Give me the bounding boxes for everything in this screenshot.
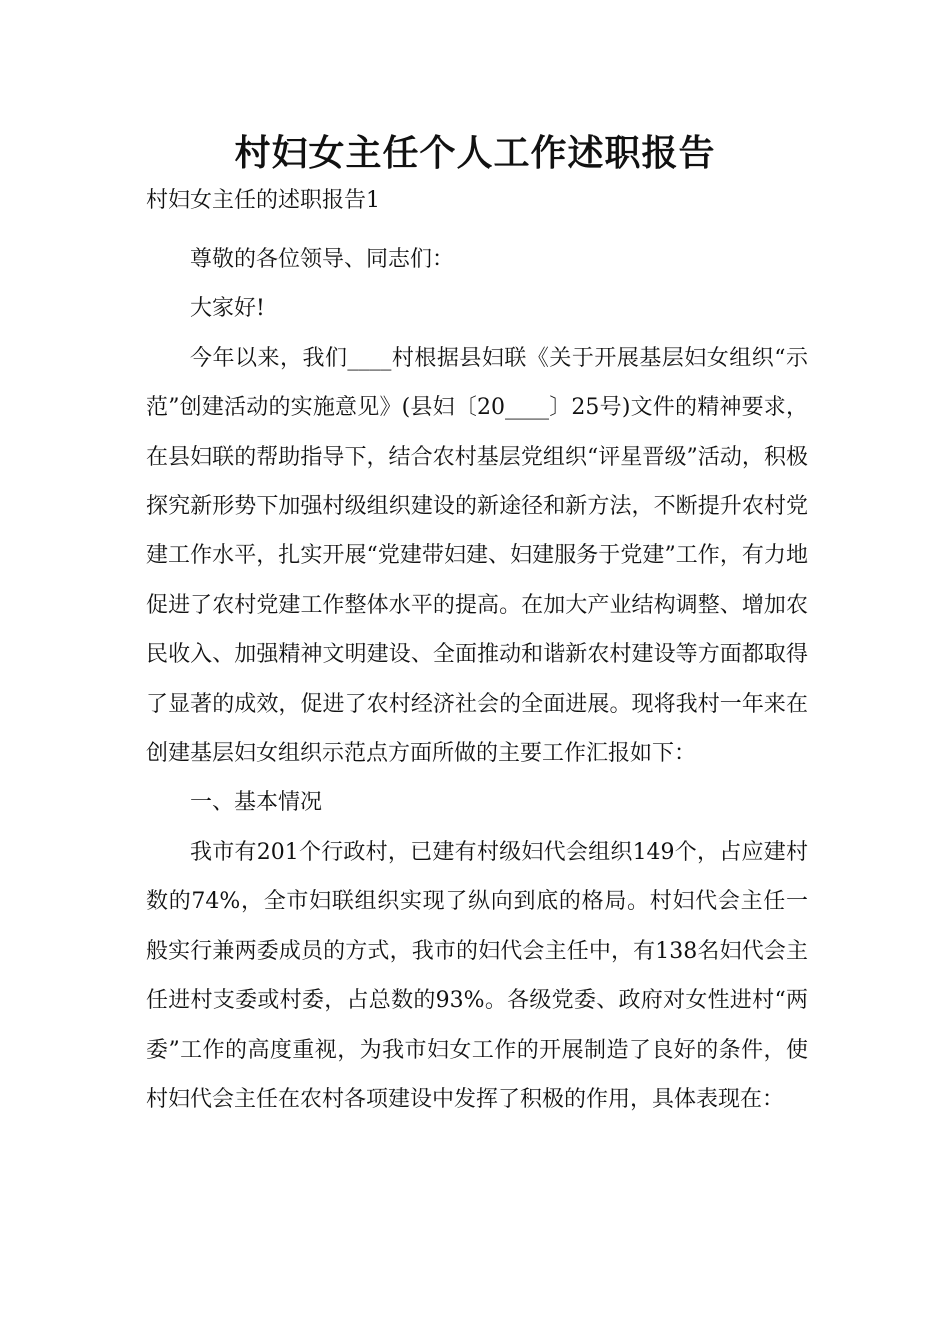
greeting-paragraph: 大家好! xyxy=(190,296,265,322)
section-heading: 一、基本情况 xyxy=(190,790,323,816)
document-title: 村妇女主任个人工作述职报告 xyxy=(234,133,716,174)
document-body xyxy=(146,235,808,1124)
situation-paragraph: 我市有201个行政村，已建有村级妇代会组织149个，占应建村数的74%，全市妇联组织实现了纵向到底的格局。村妇代会主任一般实行兼两委成员的方式，我市的妇代会主任中，有138名妇代会主任进村支委或村委，占总数的93%。各级党委、政府对女性进村“两委”工作的高度重视，为我市妇女工作的开展制造了良好的条件，使村妇代会主任在农村各项建设中发挥了积极的作用，具体表现在： xyxy=(146,839,808,1112)
salutation-paragraph: 尊敬的各位领导、同志们： xyxy=(190,247,455,272)
document-subtitle: 村妇女主任的述职报告1 xyxy=(146,188,380,213)
intro-paragraph: 今年以来，我们____村根据县妇联《关于开展基层妇女组织“示范”创建活动的实施意见》(县妇〔20____〕25号)文件的精神要求，在县妇联的帮助指导下，结合农村基层党组织“评星晋级”活动，积极探究新形势下加强村级组织建设的新途径和新方法，不断提升农村党建工作水平，扎实开展“党建带妇建、妇建服务于党建”工作，有力地促进了农村党建工作整体水平的提高。在加大产业结构调整、增加农民收入、加强精神文明建设、全面推动和谐新农村建设等方面都取得了显著的成效，促进了农村经济社会的全面进展。现将我村一年来在创建基层妇女组织示范点方面所做的主要工作汇报如下： xyxy=(146,345,808,767)
